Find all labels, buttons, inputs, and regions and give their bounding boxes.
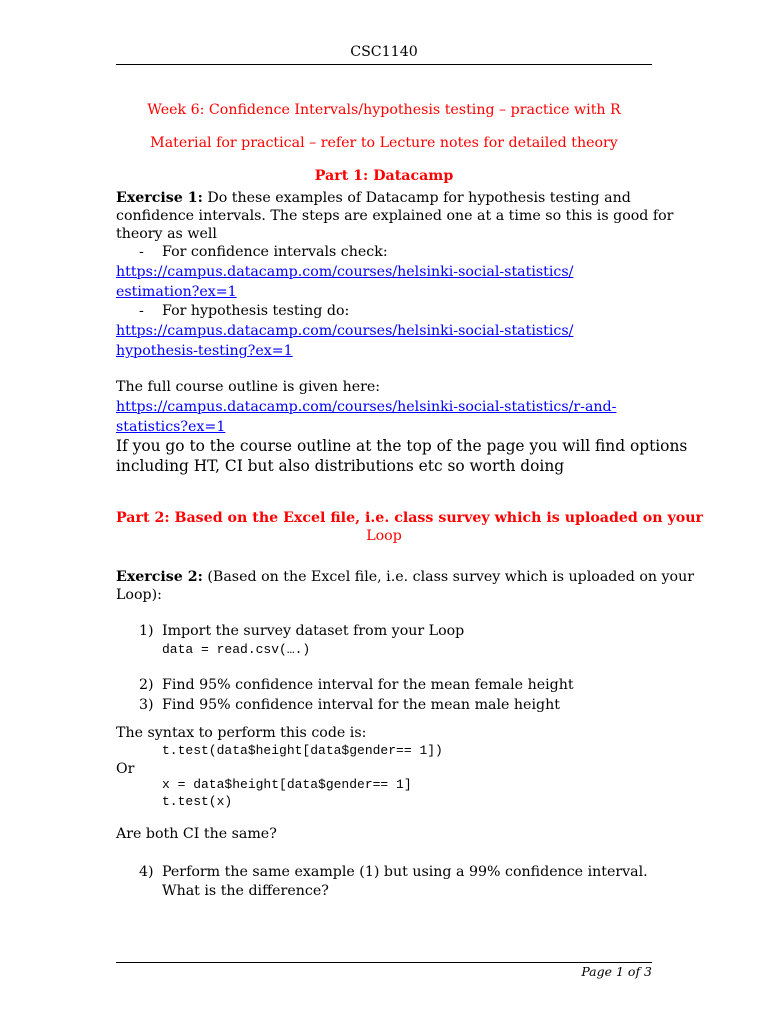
list-item-number: 4) xyxy=(139,864,154,880)
code-ttest2: t.test(x) xyxy=(162,794,233,809)
code-import: data = read.csv(….) xyxy=(162,642,311,657)
ht-link-line2[interactable]: hypothesis-testing?ex=1 xyxy=(116,343,293,359)
exercise2-text: (Based on the Excel file, i.e. class survey which is uploaded on your xyxy=(202,569,695,585)
exercise2-label: Exercise 2: xyxy=(116,569,203,585)
header-course-code: CSC1140 xyxy=(350,44,418,60)
exercise1-label: Exercise 1: xyxy=(116,190,203,206)
list-item-text: Find 95% confidence interval for the mean male height xyxy=(162,697,560,713)
list-item-text: Find 95% confidence interval for the mean female height xyxy=(162,677,574,693)
code-ttest1: t.test(data$height[data$gender== 1]) xyxy=(162,743,443,758)
list-item-text: Import the survey dataset from your Loop xyxy=(162,623,465,639)
outline-note-line1: If you go to the course outline at the top of the page you will find options xyxy=(116,437,688,455)
part2-heading-line1: Part 2: Based on the Excel file, i.e. class survey which is uploaded on your xyxy=(116,510,704,526)
material-note: Material for practical – refer to Lecture notes for detailed theory xyxy=(150,135,618,151)
header-rule xyxy=(116,64,652,65)
week-title: Week 6: Confidence Intervals/hypothesis testing – practice with R xyxy=(147,102,621,118)
part1-heading: Part 1: Datacamp xyxy=(314,168,454,184)
footer-page-info: Page 1 of 3 xyxy=(581,964,652,979)
ht-link-line1[interactable]: https://campus.datacamp.com/courses/helsinki-social-statistics/ xyxy=(116,323,574,339)
list-item-number: 1) xyxy=(139,623,154,639)
or-label: Or xyxy=(116,761,135,777)
outline-label: The full course outline is given here: xyxy=(116,379,381,395)
exercise1-text: Do these examples of Datacamp for hypothesis testing and xyxy=(202,190,631,206)
list-item-number: 2) xyxy=(139,677,154,693)
bullet-marker-ci: - xyxy=(139,244,144,260)
outline-link-line1[interactable]: https://campus.datacamp.com/courses/helsinki-social-statistics/r-and- xyxy=(116,399,617,415)
syntax-label: The syntax to perform this code is: xyxy=(116,725,367,741)
exercise1-line2: confidence intervals. The steps are explained one at a time so this is good for xyxy=(116,208,674,224)
exercise1-line3: theory as well xyxy=(116,226,217,242)
exercise2-line2: Loop): xyxy=(116,587,162,603)
ht-label: For hypothesis testing do: xyxy=(162,303,350,319)
code-assign: x = data$height[data$gender== 1] xyxy=(162,777,412,792)
footer-rule xyxy=(116,962,652,963)
list-item-text: Perform the same example (1) but using a 99% confidence interval. xyxy=(162,864,648,880)
list-item-text-cont: What is the difference? xyxy=(162,883,329,899)
exercise1-line1 xyxy=(116,190,631,206)
outline-link-line2[interactable]: statistics?ex=1 xyxy=(116,419,226,435)
exercise2-line1 xyxy=(116,569,694,585)
ci-label: For confidence intervals check: xyxy=(162,244,388,260)
outline-note-line2: including HT, CI but also distributions etc so worth doing xyxy=(116,457,565,475)
bullet-marker-ht: - xyxy=(139,303,144,319)
ci-question: Are both CI the same? xyxy=(116,826,277,842)
part2-heading-line2: Loop xyxy=(366,528,402,544)
ci-link-line1[interactable]: https://campus.datacamp.com/courses/helsinki-social-statistics/ xyxy=(116,264,574,280)
ci-link-line2[interactable]: estimation?ex=1 xyxy=(116,284,237,300)
list-item-number: 3) xyxy=(139,697,154,713)
